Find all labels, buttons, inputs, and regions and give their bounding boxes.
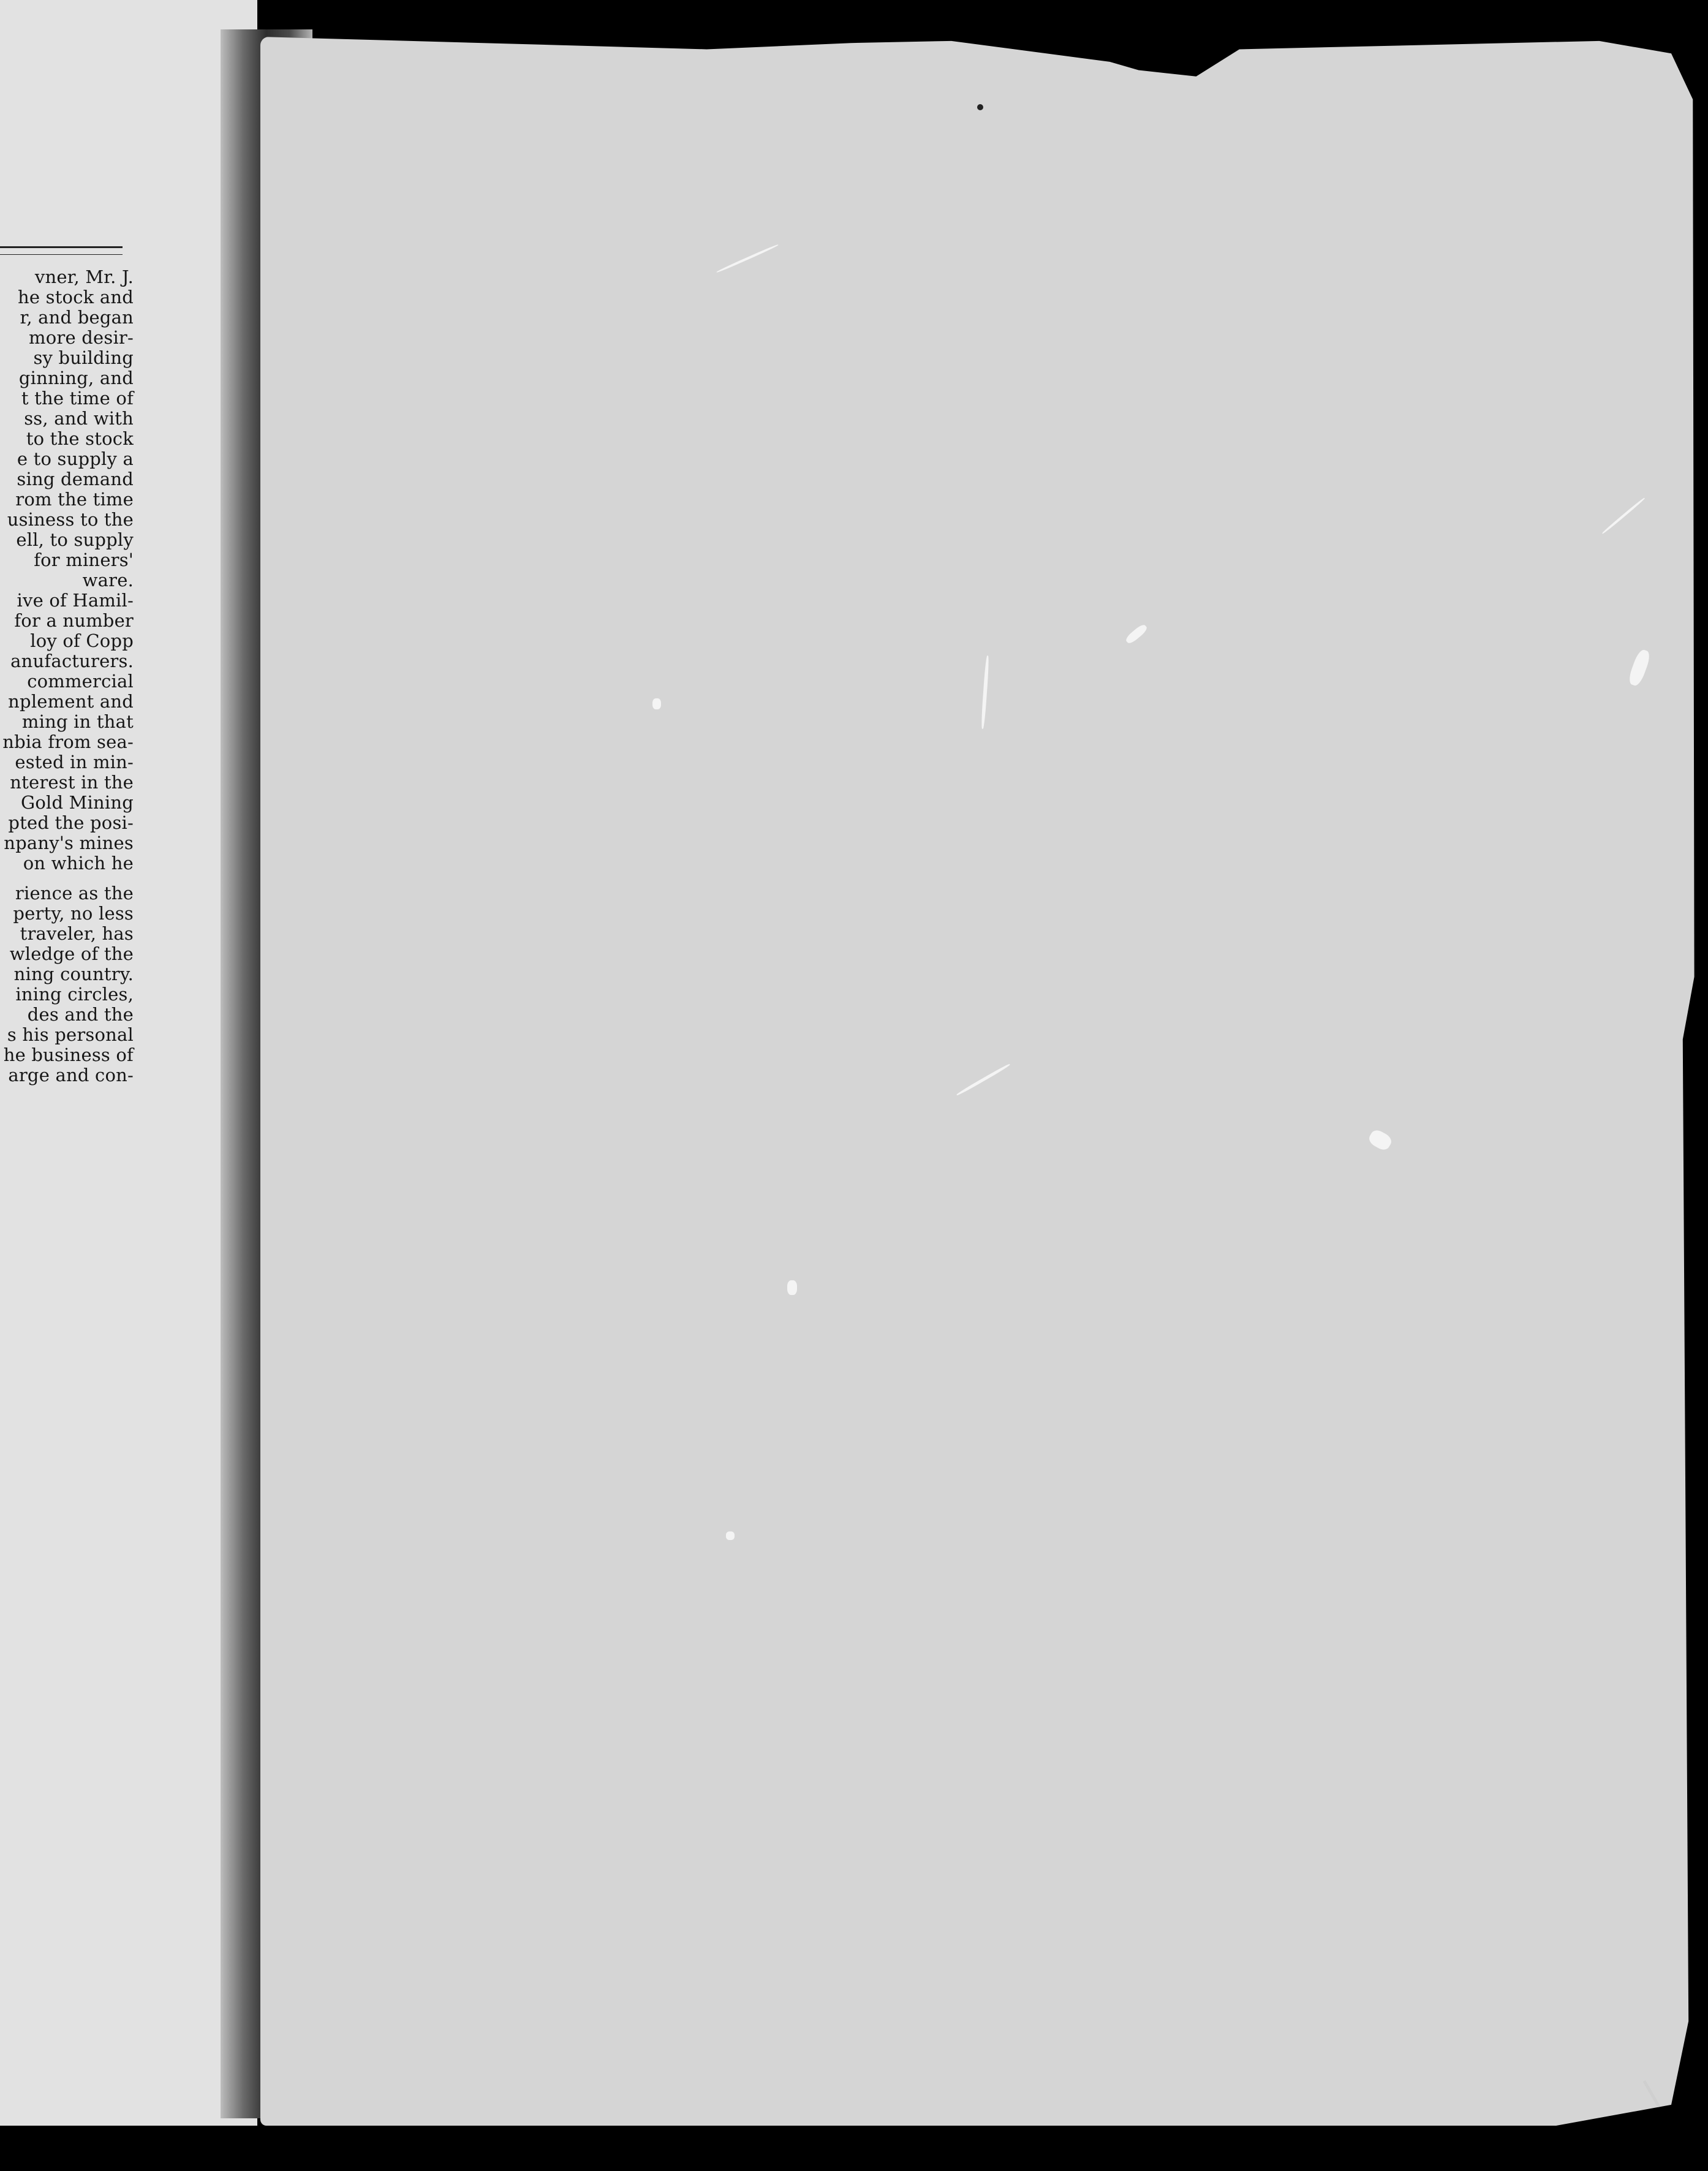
paper-speck [1601, 497, 1646, 535]
text-line: rom the time [15, 489, 134, 510]
paper-speck [652, 698, 661, 709]
paper-speck [787, 1280, 797, 1295]
text-line: Gold Mining [20, 792, 134, 813]
text-line: pted the posi- [8, 812, 134, 833]
text-line: ested in min- [15, 752, 134, 772]
text-line: ining circles, [15, 984, 134, 1005]
text-line: he business of [3, 1044, 134, 1065]
text-line: ive of Hamil- [17, 590, 134, 611]
text-line: sing demand [17, 469, 134, 489]
text-line: t the time of [21, 388, 134, 409]
text-line: ning country. [13, 964, 134, 984]
text-line: more desir- [29, 327, 134, 348]
text-line: nterest in the [10, 772, 134, 793]
text-line: to the stock [26, 428, 134, 449]
text-line: npany's mines [4, 833, 134, 853]
paragraph-gap [0, 874, 134, 883]
paper-speck [956, 1063, 1010, 1096]
text-line: wledge of the [9, 943, 134, 964]
paper-speck [716, 244, 779, 273]
text-line: vner, Mr. J. [34, 266, 134, 287]
text-line: ss, and with [24, 408, 134, 429]
text-line: loy of Copp [30, 630, 134, 651]
column-rule [0, 246, 123, 255]
paper-speck [981, 655, 989, 729]
left-page-fragment [0, 0, 257, 2126]
text-line: for a number [14, 610, 134, 631]
paper-speck [1367, 1128, 1394, 1153]
paper-speck [726, 1531, 735, 1540]
text-line: traveler, has [20, 923, 134, 944]
text-line: r, and began [20, 307, 134, 328]
paper-speck [1124, 623, 1149, 645]
text-line: nplement and [8, 691, 134, 712]
text-line: nbia from sea- [2, 731, 134, 752]
paper-speck [977, 104, 983, 110]
corner-mark [1643, 2062, 1701, 2121]
paper-speck [1627, 648, 1652, 687]
text-line: rience as the [15, 883, 134, 904]
text-column [0, 267, 134, 1086]
text-line: sy building [33, 347, 134, 368]
text-line: e to supply a [17, 448, 134, 469]
text-line: he stock and [17, 287, 134, 308]
text-line: ware. [82, 570, 134, 591]
text-line: perty, no less [13, 903, 134, 924]
blank-page [260, 37, 1700, 2126]
text-line: on which he [23, 853, 134, 874]
text-line: s his personal [7, 1024, 134, 1045]
text-line: des and the [27, 1004, 134, 1025]
text-line: commercial [27, 671, 134, 692]
text-line: ell, to supply [16, 529, 134, 550]
text-line: ginning, and [18, 368, 134, 388]
text-line: arge and con- [8, 1065, 134, 1086]
text-line: usiness to the [7, 509, 134, 530]
text-line: for miners' [34, 549, 134, 570]
text-line: anufacturers. [10, 651, 134, 671]
text-line: ming in that [21, 711, 134, 732]
